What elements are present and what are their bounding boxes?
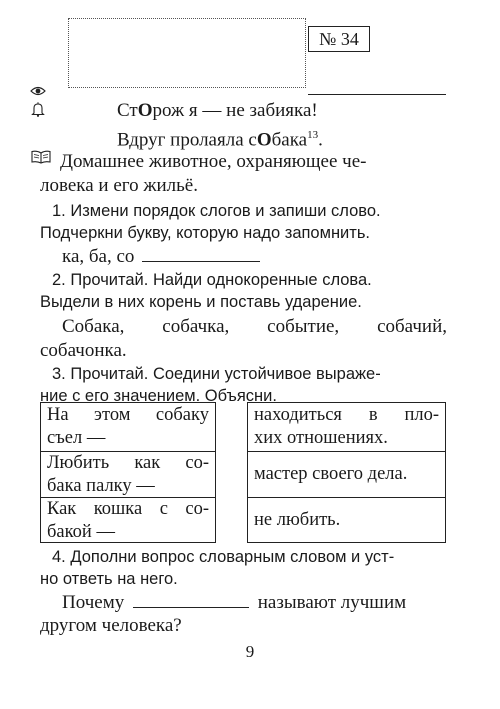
task1-heading-line-1: 1. Измени порядок слогов и запиши слово. (52, 202, 381, 220)
meaning-box-1[interactable]: находиться в пло- хих отношениях. (247, 402, 446, 452)
riddle-line-2: Вдруг пролаяла сОбака$^{13}$. (117, 129, 323, 151)
idiom-box-3[interactable]: Как кошка с со- бакой — (40, 497, 216, 543)
task3-heading-line-1: 3. Прочитай. Соедини устойчивое выраже- (52, 365, 381, 383)
word: Собака, (62, 316, 125, 337)
bell-icon (31, 102, 45, 122)
task4-heading-line-1: 4. Дополни вопрос словарным словом и уст- (52, 548, 395, 566)
footnote-mark: 13 (307, 129, 319, 141)
task4-heading-line-2: но ответь на него. (40, 570, 178, 588)
open-book-icon (31, 150, 51, 169)
answer-box (68, 18, 306, 88)
idiom-box-1[interactable]: На этом собаку съел — (40, 402, 216, 452)
task4-question-line-2: другом человека? (40, 615, 182, 636)
word: событие, (267, 316, 340, 337)
task3-heading-line-2: ние с его значением. Объясни. (40, 387, 277, 405)
task2-words-line-1 (62, 315, 447, 338)
page-number: 9 (245, 642, 255, 661)
word: собачка, (162, 316, 230, 337)
definition-line-1: Домашнее животное, охраняющее че- (60, 151, 367, 172)
answer-blank[interactable] (133, 593, 249, 608)
task1-syllables: ка, ба, со (62, 245, 260, 268)
task4-question-line-1: Почему называют лучшим (62, 592, 407, 613)
definition-line-2: ловека и его жильё. (40, 175, 198, 196)
task2-heading-line-1: 2. Прочитай. Найди однокоренные слова. (52, 271, 372, 289)
task1-heading-line-2: Подчеркни букву, которую надо запомнить. (40, 224, 371, 242)
task2-heading-line-2: Выдели в них корень и поставь ударение. (40, 293, 362, 311)
riddle-line-1: СтОрож я — не забияка! (117, 100, 318, 121)
word: собачий, (377, 316, 447, 337)
exercise-number: № 34 (308, 26, 370, 52)
meaning-box-3[interactable]: не любить. (247, 497, 446, 543)
meaning-box-2[interactable]: мастер своего дела. (247, 451, 446, 498)
answer-blank[interactable] (142, 247, 260, 262)
eye-icon (30, 84, 46, 102)
idiom-box-2[interactable]: Любить как со- бака палку — (40, 451, 216, 498)
task2-words-line-2: собачонка. (40, 340, 127, 361)
writing-line (308, 94, 446, 95)
